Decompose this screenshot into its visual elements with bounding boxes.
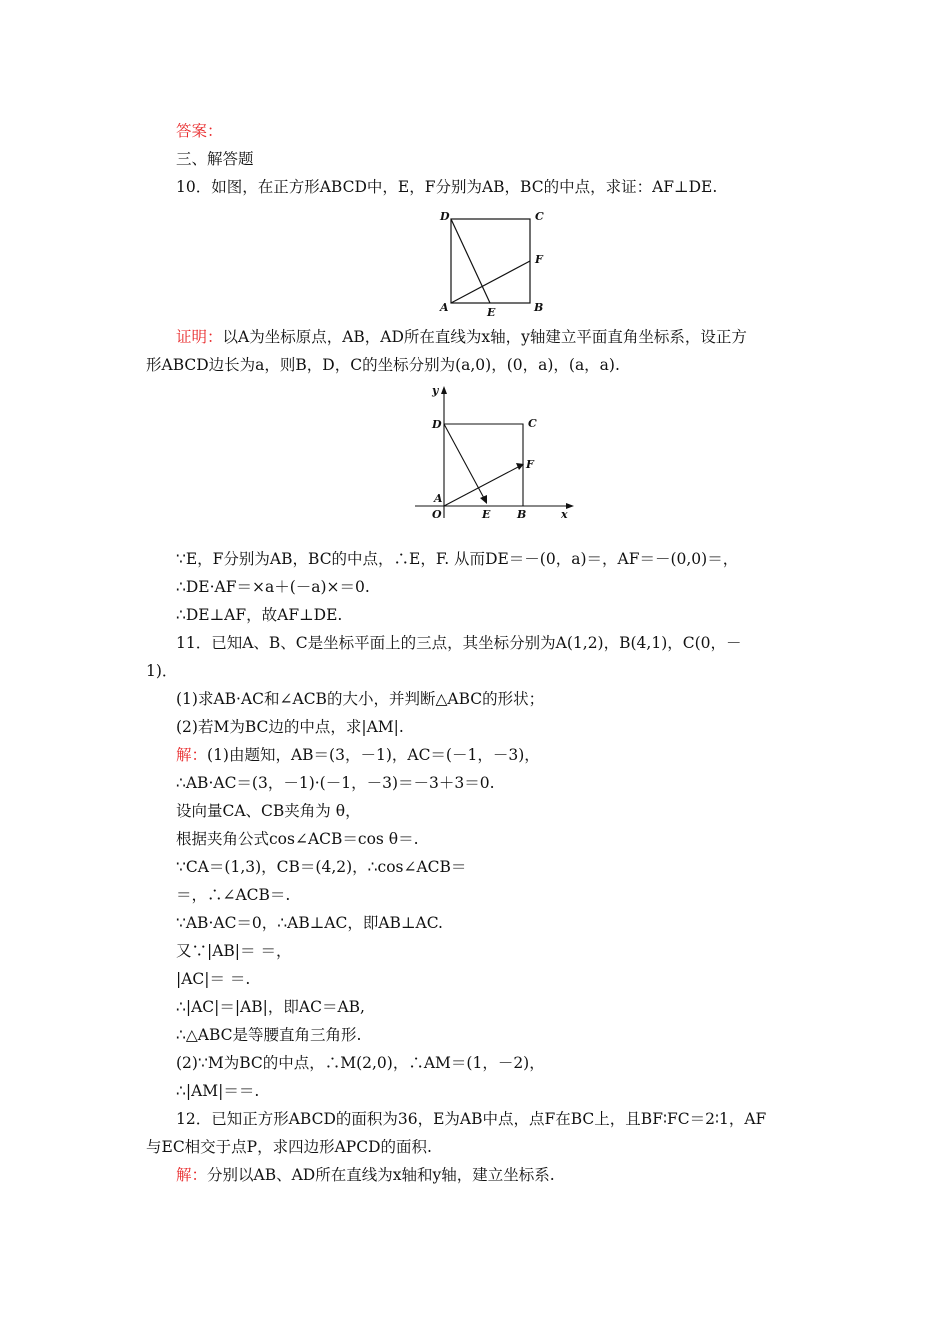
solution-line-10: ∴|AC|＝|AB|，即AC＝AB, <box>176 998 365 1016</box>
solution-line-6: ＝，∴∠ACB＝. <box>176 886 291 904</box>
label-C: C <box>528 417 537 430</box>
solution-12-line-1: 解：分别以AB、AD所在直线为x轴和y轴，建立坐标系. <box>176 1166 555 1184</box>
label-O: O <box>432 508 442 520</box>
answer-label: 答案： <box>176 122 223 140</box>
question-12-line-1: 12．已知正方形ABCD的面积为36，E为AB中点，点F在BC上，且BF∶FC＝2∶1，AF <box>176 1110 767 1128</box>
label-x: x <box>561 508 568 520</box>
proof-line-1: 证明：以A为坐标原点，AB，AD所在直线为x轴，y轴建立平面直角坐标系，设正方 <box>176 328 747 346</box>
label-D: D <box>440 210 450 223</box>
label-D: D <box>432 418 442 431</box>
solution-line-1: 解：(1)由题知，AB＝(3，－1)，AC＝(－1，－3)， <box>176 746 540 764</box>
solution-line-4: 根据夹角公式cos∠ACB＝cos θ＝. <box>176 830 419 848</box>
label-F: F <box>526 458 534 471</box>
solution-line-3: 设向量CA、CB夹角为 θ， <box>176 802 361 820</box>
question-12-line-2: 与EC相交于点P，求四边形APCD的面积. <box>146 1138 432 1156</box>
label-y: y <box>432 384 439 397</box>
solution-12-label: 解： <box>176 1166 208 1184</box>
proof-line-4: ∴DE·AF＝×a＋(－a)×＝0. <box>176 578 370 596</box>
solution-line-7: ∵AB·AC＝0，∴AB⊥AC，即AB⊥AC. <box>176 914 443 932</box>
label-A: A <box>440 301 449 314</box>
proof-line-2: 形ABCD边长为a，则B，D，C的坐标分别为(a,0)，(0，a)，(a，a). <box>146 356 620 374</box>
question-11-part-1: (1)求AB·AC和∠ACB的大小，并判断△ABC的形状； <box>176 690 545 708</box>
solution-line-2: ∴AB·AC＝(3，－1)·(－1，－3)＝－3＋3＝0. <box>176 774 495 792</box>
label-E: E <box>482 508 491 520</box>
label-A: A <box>434 492 443 505</box>
solution-line-5: ∵CA＝(1,3)，CB＝(4,2)，∴cos∠ACB＝ <box>176 858 467 876</box>
question-11-line-2: 1)． <box>146 662 178 680</box>
figure-square-abcd <box>432 205 552 320</box>
label-F: F <box>535 253 543 266</box>
label-B: B <box>517 508 527 520</box>
label-B: B <box>534 301 544 314</box>
section-heading: 三、解答题 <box>176 150 254 168</box>
solution-line-8: 又∵|AB|＝ ＝， <box>176 942 292 960</box>
solution-line-11: ∴△ABC是等腰直角三角形. <box>176 1026 362 1044</box>
solution-label: 解： <box>176 746 208 764</box>
label-E: E <box>487 306 496 319</box>
question-11-line-1: 11．已知A、B、C是坐标平面上的三点，其坐标分别为A(1,2)，B(4,1)，C(0，－ <box>176 634 742 652</box>
proof-label: 证明： <box>176 328 223 346</box>
proof-line-5: ∴DE⊥AF，故AF⊥DE. <box>176 606 343 624</box>
solution-line-9: |AC|＝ ＝. <box>176 970 251 988</box>
figure-coordinate-system <box>410 380 580 520</box>
question-11-part-2: (2)若M为BC边的中点，求|AM|. <box>176 718 404 736</box>
question-10: 10．如图，在正方形ABCD中，E，F分别为AB，BC的中点，求证：AF⊥DE. <box>176 178 718 196</box>
proof-line-3: ∵E，F分别为AB，BC的中点，∴E，F. 从而DE＝－(0，a)＝，AF＝－(0,0)＝， <box>176 550 739 568</box>
solution-line-13: ∴|AM|＝＝. <box>176 1082 260 1100</box>
solution-line-12: (2)∵M为BC的中点，∴M(2,0)，∴AM＝(1，－2)， <box>176 1054 545 1072</box>
label-C: C <box>535 210 544 223</box>
